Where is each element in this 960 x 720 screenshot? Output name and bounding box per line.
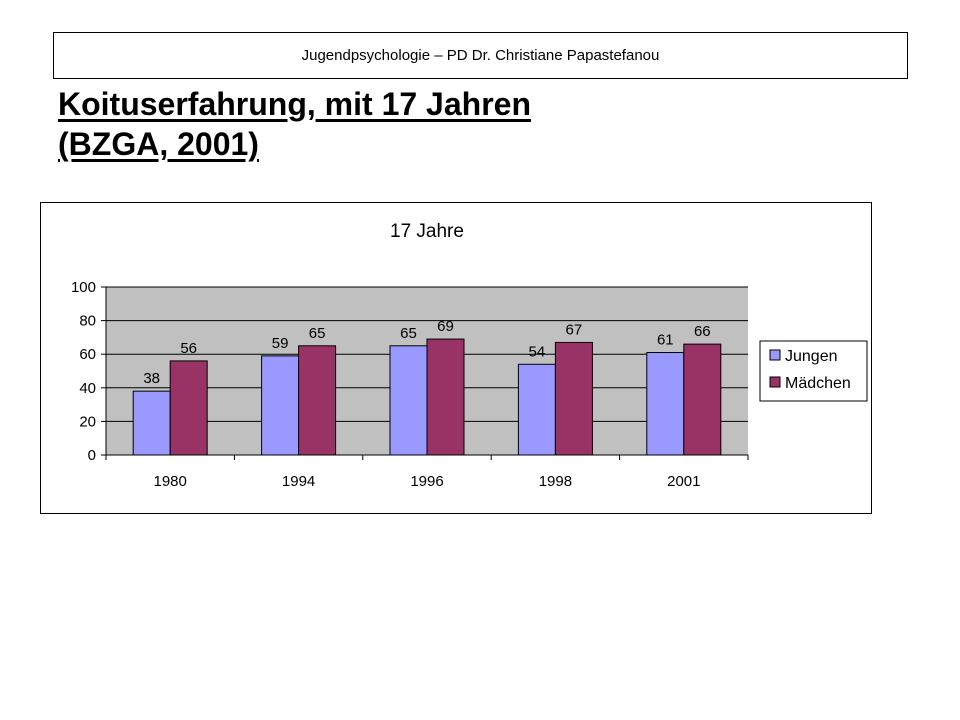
data-label: 67 (565, 321, 583, 339)
data-label: 65 (308, 324, 326, 342)
x-tick-label: 1994 (281, 473, 316, 490)
header-text: Jugendpsychologie – PD Dr. Christiane Papastefanou (301, 47, 660, 64)
data-label: 65 (400, 324, 417, 342)
data-label: 66 (693, 323, 711, 341)
bar-maedchen (170, 361, 207, 455)
data-label: 38 (143, 370, 161, 388)
y-tick-label: 0 (87, 447, 96, 464)
slide-title-line-1: Koituserfahrung, mit 17 Jahren (58, 86, 531, 122)
x-tick-label: 1980 (153, 473, 187, 490)
legend-label: Jungen (785, 348, 838, 365)
data-label: 54 (528, 343, 546, 361)
data-label: 69 (437, 318, 454, 336)
bar-maedchen (555, 342, 592, 455)
y-tick-label: 80 (79, 312, 96, 330)
y-tick-label: 20 (79, 413, 96, 431)
chart-title: 17 Jahre (390, 221, 464, 242)
bar-jungen (133, 391, 170, 455)
chart-frame (40, 202, 872, 514)
slide-title-line-2: (BZGA, 2001) (58, 126, 259, 162)
legend-swatch (770, 350, 780, 360)
data-label: 59 (271, 334, 289, 352)
x-tick-label: 1998 (538, 473, 573, 490)
header-box (53, 32, 908, 79)
bar-chart (41, 203, 871, 513)
bar-jungen (647, 353, 684, 455)
bar-jungen (518, 364, 555, 455)
bar-maedchen (684, 344, 721, 455)
y-tick-label: 40 (79, 379, 96, 397)
legend-swatch (770, 377, 780, 387)
data-label: 61 (656, 331, 674, 349)
bar-jungen (390, 346, 427, 455)
x-tick-label: 2001 (667, 473, 701, 490)
y-tick-label: 100 (70, 279, 96, 296)
bar-maedchen (427, 339, 464, 455)
bar-jungen (262, 356, 299, 455)
y-tick-label: 60 (79, 346, 96, 364)
slide-title (58, 84, 531, 164)
bar-maedchen (299, 346, 336, 455)
x-tick-label: 1996 (410, 473, 444, 490)
data-label: 56 (180, 339, 198, 357)
legend-label: Mädchen (785, 375, 851, 392)
